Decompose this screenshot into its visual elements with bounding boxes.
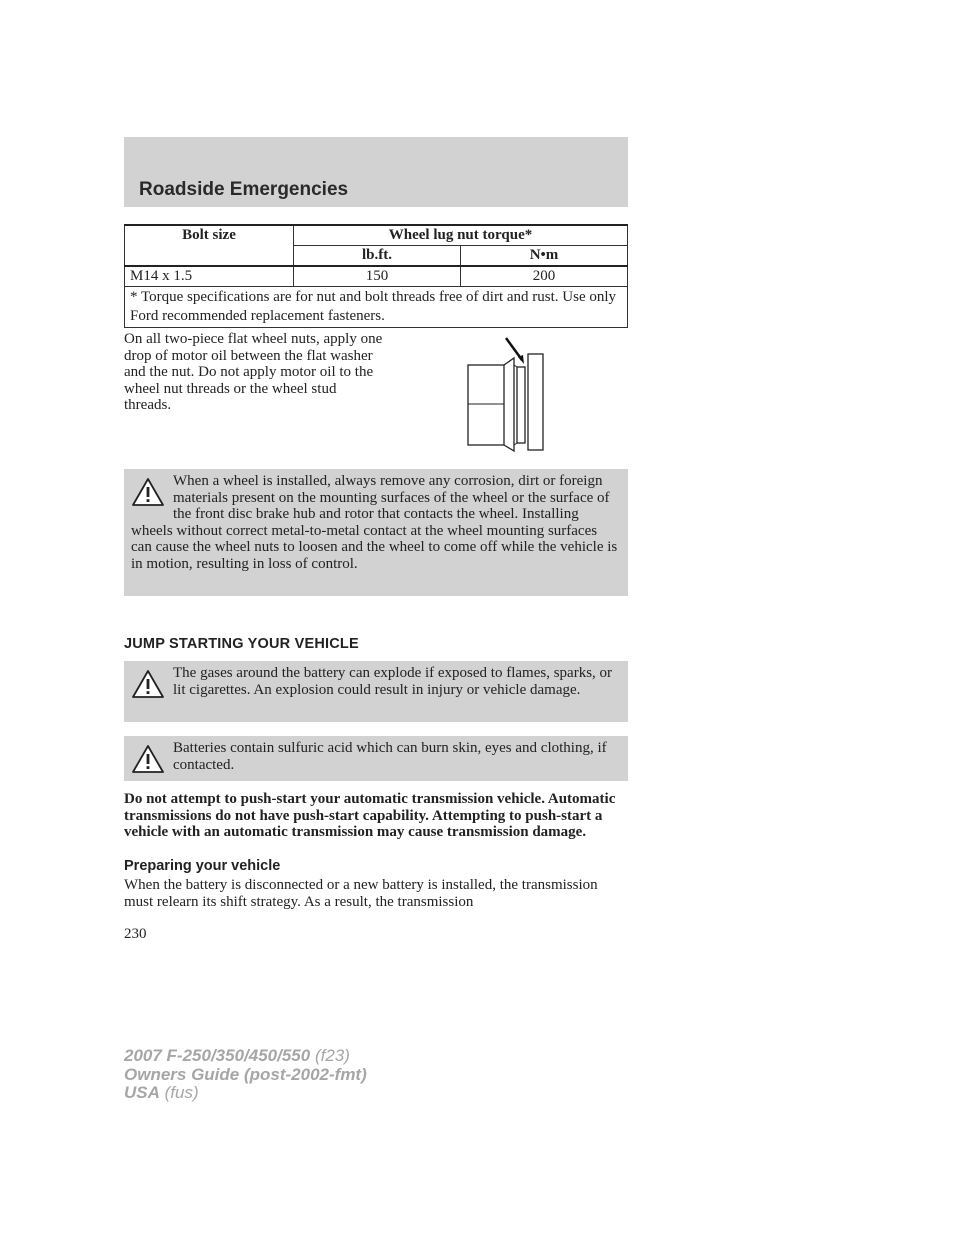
cell-nm: 200: [461, 266, 628, 287]
table-footnote: * Torque specifications are for nut and bolt threads free of dirt and rust. Use only Ford recommended replacement fasteners.: [125, 287, 628, 328]
footer-line-1: [124, 1047, 367, 1066]
col-wheel-lug-nut-torque: Wheel lug nut torque*: [294, 225, 628, 246]
prep-paragraph: When the battery is disconnected or a new battery is installed, the transmission must relearn its shift strategy. As a result, the transmission: [124, 877, 598, 910]
footer-guide: Owners Guide (post-2002-fmt): [124, 1064, 367, 1084]
warning-triangle-icon: [131, 744, 165, 774]
table-row: [125, 266, 628, 287]
footer-market-code: (fus): [164, 1083, 199, 1102]
footer-market: USA: [124, 1083, 160, 1102]
nut-paragraph: On all two-piece flat wheel nuts, apply one drop of motor oil between the flat washer and the nut. Do not apply motor oil to the wheel nut threads or the wheel stud threads.: [124, 331, 383, 413]
footer-line-3: [124, 1084, 367, 1103]
warning-box-battery-gases: [124, 661, 628, 722]
footer-line-2: [124, 1066, 367, 1085]
warning-box-wheel-install: [124, 469, 628, 596]
cell-bolt: M14 x 1.5: [125, 266, 294, 287]
warning-text: When a wheel is installed, always remove any corrosion, dirt or foreign materials present on the mounting surfaces of the wheel or the surface of the front disc brake hub and rotor that contacts the wheel. Installing wheels without correct metal-to-metal contact at the wheel mounting surfaces can cause the wheel nuts to loosen and the wheel to come off while the vehicle is in motion, resulting in loss of control.: [131, 473, 618, 572]
warning-box-battery-acid: [124, 736, 628, 781]
wheel-nut-diagram: [462, 334, 552, 454]
warning-text: Batteries contain sulfuric acid which can burn skin, eyes and clothing, if contacted.: [173, 740, 607, 773]
col-unit-lbft: lb.ft.: [294, 246, 461, 267]
warning-triangle-icon: [131, 477, 165, 507]
col-bolt-size: Bolt size: [125, 225, 294, 266]
col-unit-nm: N•m: [461, 246, 628, 267]
header-band: [124, 137, 628, 207]
footer: [124, 1047, 367, 1103]
torque-table: [124, 224, 628, 328]
footer-model: 2007 F-250/350/450/550: [124, 1046, 311, 1065]
warning-text: The gases around the battery can explode if exposed to flames, sparks, or lit cigarettes. An explosion could result in injury or vehicle damage.: [173, 665, 613, 698]
footer-model-code: (f23): [314, 1046, 350, 1065]
push-start-warning-paragraph: Do not attempt to push-start your automatic transmission vehicle. Automatic transmissions do not have push-start capability. Attempting to push-start a vehicle with an automatic transmission may cause transmission damage.: [124, 791, 616, 840]
sub-heading: Preparing your vehicle: [124, 858, 281, 874]
page-title: Roadside Emergencies: [139, 179, 349, 200]
section-heading: JUMP STARTING YOUR VEHICLE: [124, 636, 359, 652]
page-number: 230: [124, 926, 147, 942]
warning-triangle-icon: [131, 669, 165, 699]
cell-lbft: 150: [294, 266, 461, 287]
